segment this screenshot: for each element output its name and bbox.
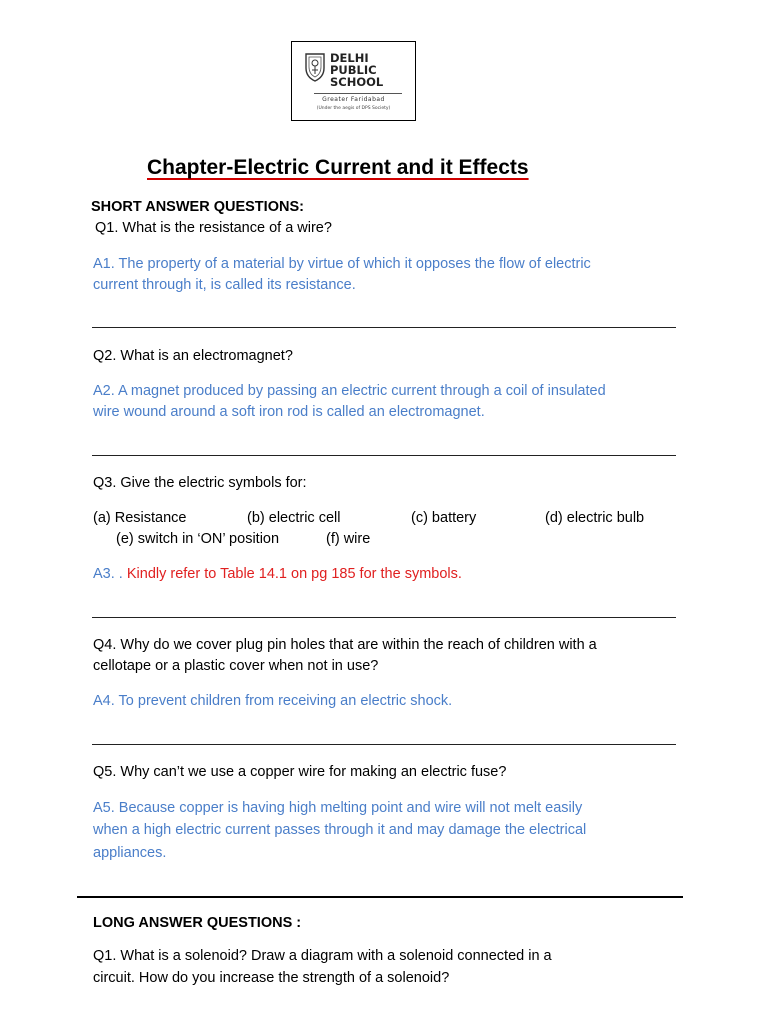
long-question-1-line2: circuit. How do you increase the strength of a solenoid? bbox=[93, 970, 450, 986]
option-d: (d) electric bulb bbox=[545, 510, 645, 526]
option-a: (a) Resistance bbox=[93, 510, 187, 526]
question-3: Q3. Give the electric symbols for: bbox=[93, 475, 307, 491]
answer-3-text: Kindly refer to Table 14.1 on pg 185 for the symbols. bbox=[126, 566, 462, 582]
answer-5-line1: A5. Because copper is having high melting point and wire will not melt easily bbox=[93, 800, 583, 816]
question-2: Q2. What is an electromagnet? bbox=[93, 348, 293, 364]
separator-1 bbox=[92, 327, 676, 328]
school-logo bbox=[291, 41, 416, 121]
answer-1-line1: A1. The property of a material by virtue of which it opposes the flow of electric bbox=[93, 256, 591, 272]
answer-2-line1: A2. A magnet produced by passing an electric current through a coil of insulated bbox=[93, 383, 606, 399]
school-name-line1: DELHI bbox=[330, 51, 369, 65]
school-name bbox=[330, 52, 383, 88]
separator-2 bbox=[92, 455, 676, 456]
answer-3 bbox=[93, 564, 462, 585]
answer-5-line3: appliances. bbox=[93, 845, 167, 861]
answer-1-line2: current through it, is called its resistance. bbox=[93, 277, 356, 293]
answer-4: A4. To prevent children from receiving an electric shock. bbox=[93, 693, 453, 709]
school-crest-icon bbox=[304, 52, 326, 82]
school-name-line3: SCHOOL bbox=[330, 75, 384, 89]
answer-2-line2: wire wound around a soft iron rod is called an electromagnet. bbox=[93, 404, 485, 420]
option-f: (f) wire bbox=[326, 531, 371, 547]
question-1: Q1. What is the resistance of a wire? bbox=[95, 220, 332, 236]
question-5: Q5. Why can’t we use a copper wire for making an electric fuse? bbox=[93, 764, 507, 780]
short-answer-heading: SHORT ANSWER QUESTIONS: bbox=[91, 199, 304, 215]
page-title: Chapter-Electric Current and it Effects bbox=[147, 156, 529, 179]
long-question-1-line1: Q1. What is a solenoid? Draw a diagram with a solenoid connected in a bbox=[93, 948, 552, 964]
option-c: (c) battery bbox=[411, 510, 477, 526]
answer-3-prefix: A3. . bbox=[93, 566, 127, 582]
question-4-line1: Q4. Why do we cover plug pin holes that are within the reach of children with a bbox=[93, 637, 597, 653]
option-e: (e) switch in ‘ON’ position bbox=[116, 531, 280, 547]
school-name-line2: PUBLIC bbox=[330, 63, 377, 77]
separator-4 bbox=[92, 744, 676, 745]
question-4-line2: cellotape or a plastic cover when not in use? bbox=[93, 658, 379, 674]
separator-3 bbox=[92, 617, 676, 618]
option-b: (b) electric cell bbox=[247, 510, 341, 526]
logo-divider bbox=[314, 93, 402, 94]
school-subtitle: (Under the aegis of DPS Society) bbox=[316, 106, 391, 111]
long-answer-heading: LONG ANSWER QUESTIONS : bbox=[93, 915, 302, 931]
section-divider bbox=[77, 896, 683, 898]
answer-5-line2: when a high electric current passes through it and may damage the electrical bbox=[93, 822, 587, 838]
school-branch: Greater Faridabad bbox=[322, 96, 385, 103]
